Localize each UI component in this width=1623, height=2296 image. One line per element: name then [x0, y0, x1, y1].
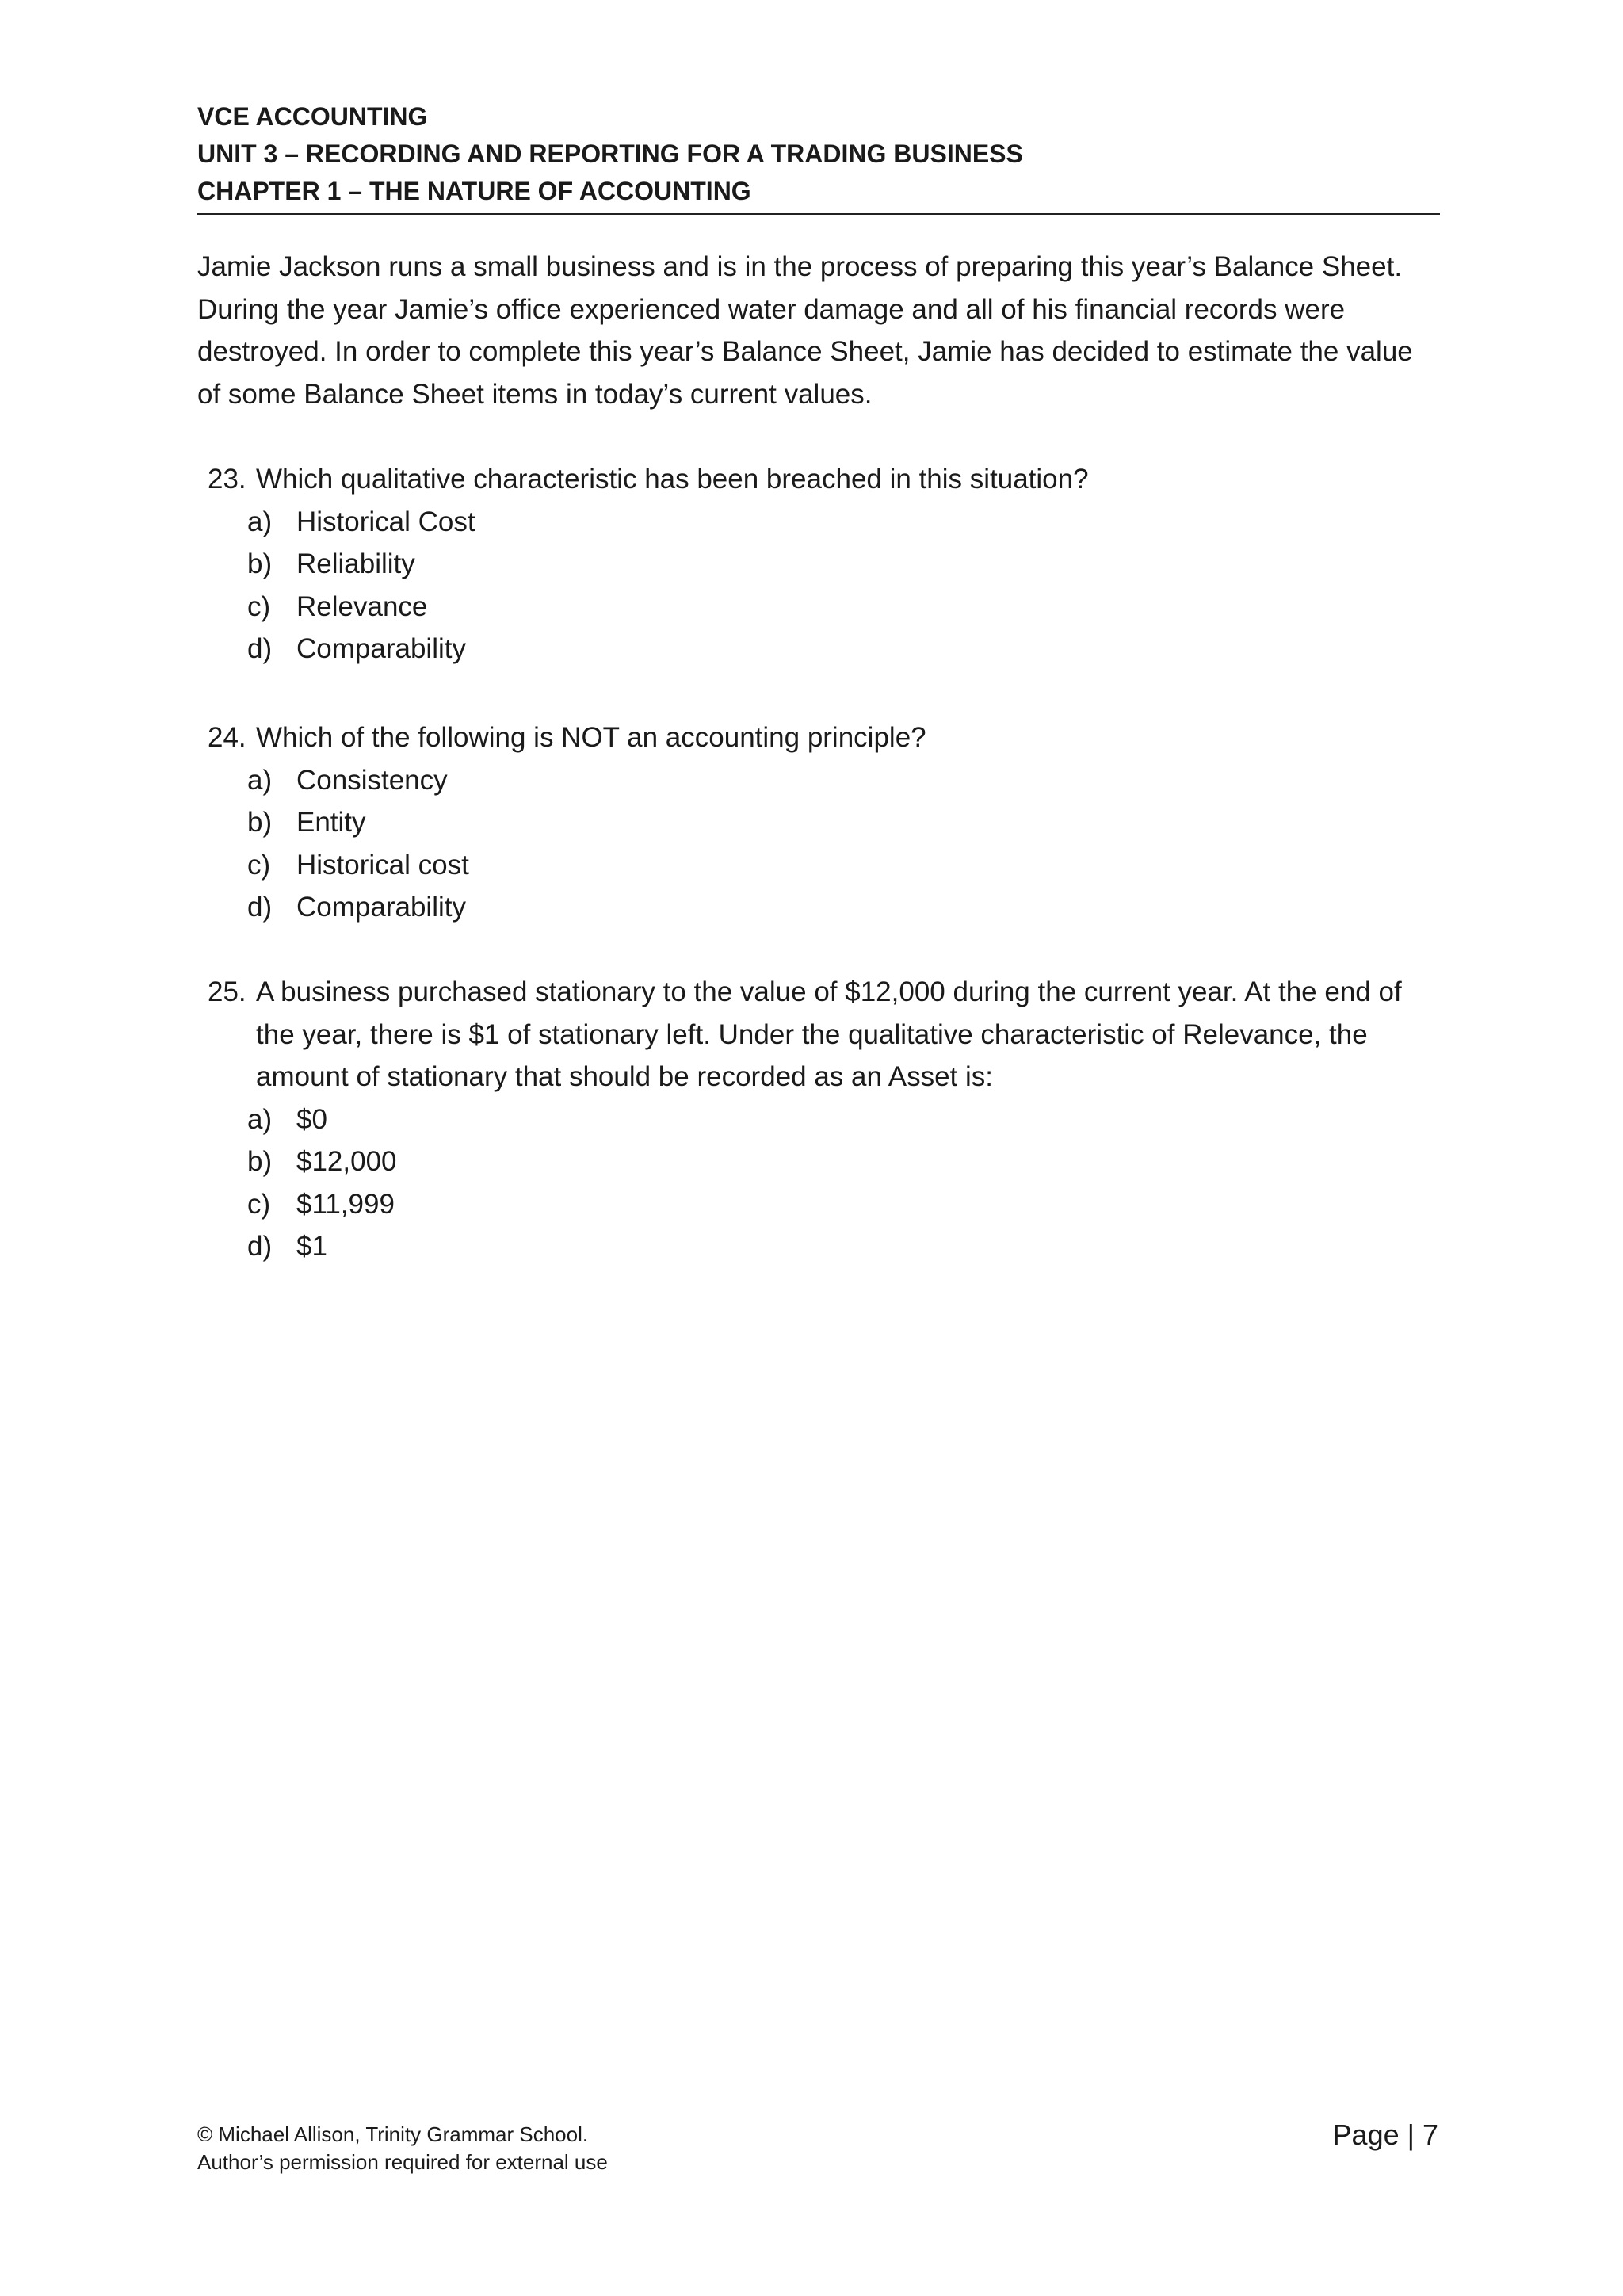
- footer-copyright: © Michael Allison, Trinity Grammar School.: [197, 2122, 589, 2146]
- question-number: 23.: [208, 464, 246, 495]
- question-stem: [208, 971, 1444, 1098]
- option-d: [208, 1225, 1444, 1268]
- page-header: [197, 98, 1440, 215]
- option-letter: b): [247, 1146, 273, 1177]
- question-text: [256, 458, 1429, 501]
- option-a: [208, 759, 1444, 802]
- option-text: Entity: [296, 807, 366, 838]
- option-c: [208, 586, 1444, 628]
- question-24: [208, 716, 1444, 929]
- option-letter: a): [247, 506, 273, 537]
- header-chapter: CHAPTER 1 – THE NATURE OF ACCOUNTING: [197, 177, 751, 205]
- option-text: $0: [296, 1103, 327, 1135]
- option-b: [208, 543, 1444, 586]
- option-letter: a): [247, 1103, 273, 1135]
- option-letter: c): [247, 590, 271, 622]
- question-text-line: the year, there is $1 of stationary left. Under the qualitative characteristic of Relevance, the: [256, 1018, 1368, 1050]
- option-letter: c): [247, 1188, 271, 1220]
- page-number: Page | 7: [1332, 2118, 1438, 2151]
- intro-line: of some Balance Sheet items in today’s current values.: [197, 378, 873, 410]
- option-text: $11,999: [296, 1188, 395, 1220]
- question-text: [256, 716, 1429, 759]
- option-text: Comparability: [296, 633, 466, 664]
- option-letter: b): [247, 807, 273, 838]
- question-23: [208, 458, 1444, 670]
- intro-paragraph: [197, 246, 1434, 415]
- option-d: [208, 886, 1444, 929]
- page-footer: [197, 2121, 608, 2176]
- intro-line: Jamie Jackson runs a small business and is in the process of preparing this year’s Balance Sheet.: [197, 251, 1403, 282]
- question-text-line: amount of stationary that should be recorded as an Asset is:: [256, 1061, 993, 1092]
- question-text-line: Which of the following is NOT an accounting principle?: [256, 722, 926, 753]
- question-25: [208, 971, 1444, 1268]
- option-text: $1: [296, 1231, 327, 1262]
- question-number: 25.: [208, 976, 246, 1007]
- option-a: [208, 1098, 1444, 1141]
- footer-permission: Author’s permission required for external use: [197, 2150, 608, 2174]
- option-c: [208, 1183, 1444, 1226]
- intro-line: destroyed. In order to complete this year’s Balance Sheet, Jamie has decided to estimate the value: [197, 336, 1413, 367]
- option-text: Relevance: [296, 590, 428, 622]
- intro-line: During the year Jamie’s office experienced water damage and all of his financial records were: [197, 293, 1346, 325]
- header-unit: UNIT 3 – RECORDING AND REPORTING FOR A TRADING BUSINESS: [197, 139, 1023, 168]
- header-subject: VCE ACCOUNTING: [197, 102, 428, 131]
- option-c: [208, 844, 1444, 887]
- option-text: Reliability: [296, 548, 415, 579]
- option-b: [208, 1140, 1444, 1183]
- option-letter: d): [247, 1231, 273, 1262]
- question-text: [256, 971, 1429, 1098]
- option-text: $12,000: [296, 1146, 397, 1177]
- option-b: [208, 801, 1444, 844]
- question-stem: [208, 716, 1444, 759]
- option-letter: a): [247, 764, 273, 796]
- option-letter: d): [247, 892, 273, 923]
- option-a: [208, 501, 1444, 544]
- question-text-line: Which qualitative characteristic has been breached in this situation?: [256, 464, 1089, 495]
- option-text: Historical Cost: [296, 506, 475, 537]
- option-text: Historical cost: [296, 849, 469, 881]
- question-text-line: A business purchased stationary to the value of $12,000 during the current year. At the end of: [256, 976, 1402, 1007]
- question-number: 24.: [208, 722, 246, 753]
- option-letter: d): [247, 633, 273, 664]
- option-text: Consistency: [296, 764, 448, 796]
- option-d: [208, 628, 1444, 670]
- question-stem: [208, 458, 1444, 501]
- option-letter: b): [247, 548, 273, 579]
- option-letter: c): [247, 849, 271, 881]
- option-text: Comparability: [296, 892, 466, 923]
